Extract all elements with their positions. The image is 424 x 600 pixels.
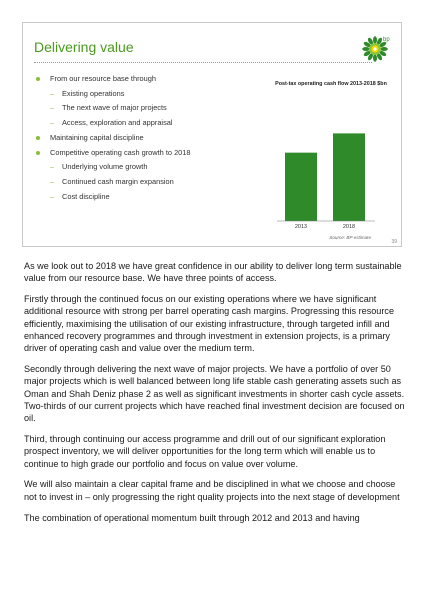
sub-bullet-item: – Access, exploration and appraisal (34, 116, 274, 131)
sub-bullet-item: – The next wave of major projects (34, 101, 274, 116)
chart-title: Post-tax operating cash flow 2013-2018 $bn (275, 81, 387, 87)
bar-2013 (285, 153, 317, 221)
source-note: Source: BP estimate (329, 235, 371, 240)
bullet-list (34, 72, 274, 204)
x-tick-label: 2018 (342, 224, 356, 230)
cash-flow-chart (275, 81, 387, 231)
slide-title: Delivering value (34, 39, 134, 55)
body-paragraph: Firstly through the continued focus on our existing operations where we have significant additional resource with strong per barrel operating cash margins. Progressing this resource efficiently, maximising the utilisation of our existing infrastructure, through targeted infill and enhanced recovery programmes and through investment in extension projects, is a primary driver of operating cash and value over the medium term. (24, 294, 394, 354)
body-paragraph: The combination of operational momentum built through 2012 and 2013 and having (24, 512, 360, 523)
bullet-item: Maintaining capital discipline (34, 131, 274, 146)
x-tick-label: 2013 (294, 224, 308, 230)
chart-plot (275, 81, 387, 231)
bp-helios-logo-icon (361, 33, 391, 63)
body-paragraph: We will also maintain a clear capital frame and be disciplined in what we choose and choose not to invest in – only progressing the right quality projects into the next stage of development (24, 479, 400, 502)
sub-bullet-item: – Continued cash margin expansion (34, 175, 274, 190)
title-divider (34, 62, 372, 63)
logo-wordmark: bp (383, 37, 390, 43)
bar-2018 (333, 133, 365, 221)
body-paragraph: Third, through continuing our access programme and drill out of our significant exploration prospect inventory, we will deliver opportunities for the long term which will enable us to continue to high grade our portfolio and focus on value over volume. (24, 434, 386, 469)
slide-page-number: 39 (391, 239, 397, 245)
sub-bullet-item: – Existing operations (34, 87, 274, 102)
body-paragraph: Secondly through delivering the next wave of major projects. We have a portfolio of over 50 major projects which is well balanced between long life stable cash generating assets such as Oman and Shah Deniz phase 2 as well as significant investments in shorter cash cycle assets. Two-thirds of our current projects which have reached final investment decision are focused on oil. (24, 364, 405, 424)
sub-bullet-item: – Cost discipline (34, 190, 274, 205)
sub-bullet-item: – Underlying volume growth (34, 160, 274, 175)
bullet-item: From our resource base through (34, 72, 274, 87)
slide-panel (22, 22, 402, 247)
body-text (24, 260, 409, 532)
bullet-item: Competitive operating cash growth to 2018 (34, 146, 274, 161)
body-paragraph: As we look out to 2018 we have great confidence in our ability to deliver long term sustainable value from our resource base. We have three points of access. (24, 261, 402, 284)
